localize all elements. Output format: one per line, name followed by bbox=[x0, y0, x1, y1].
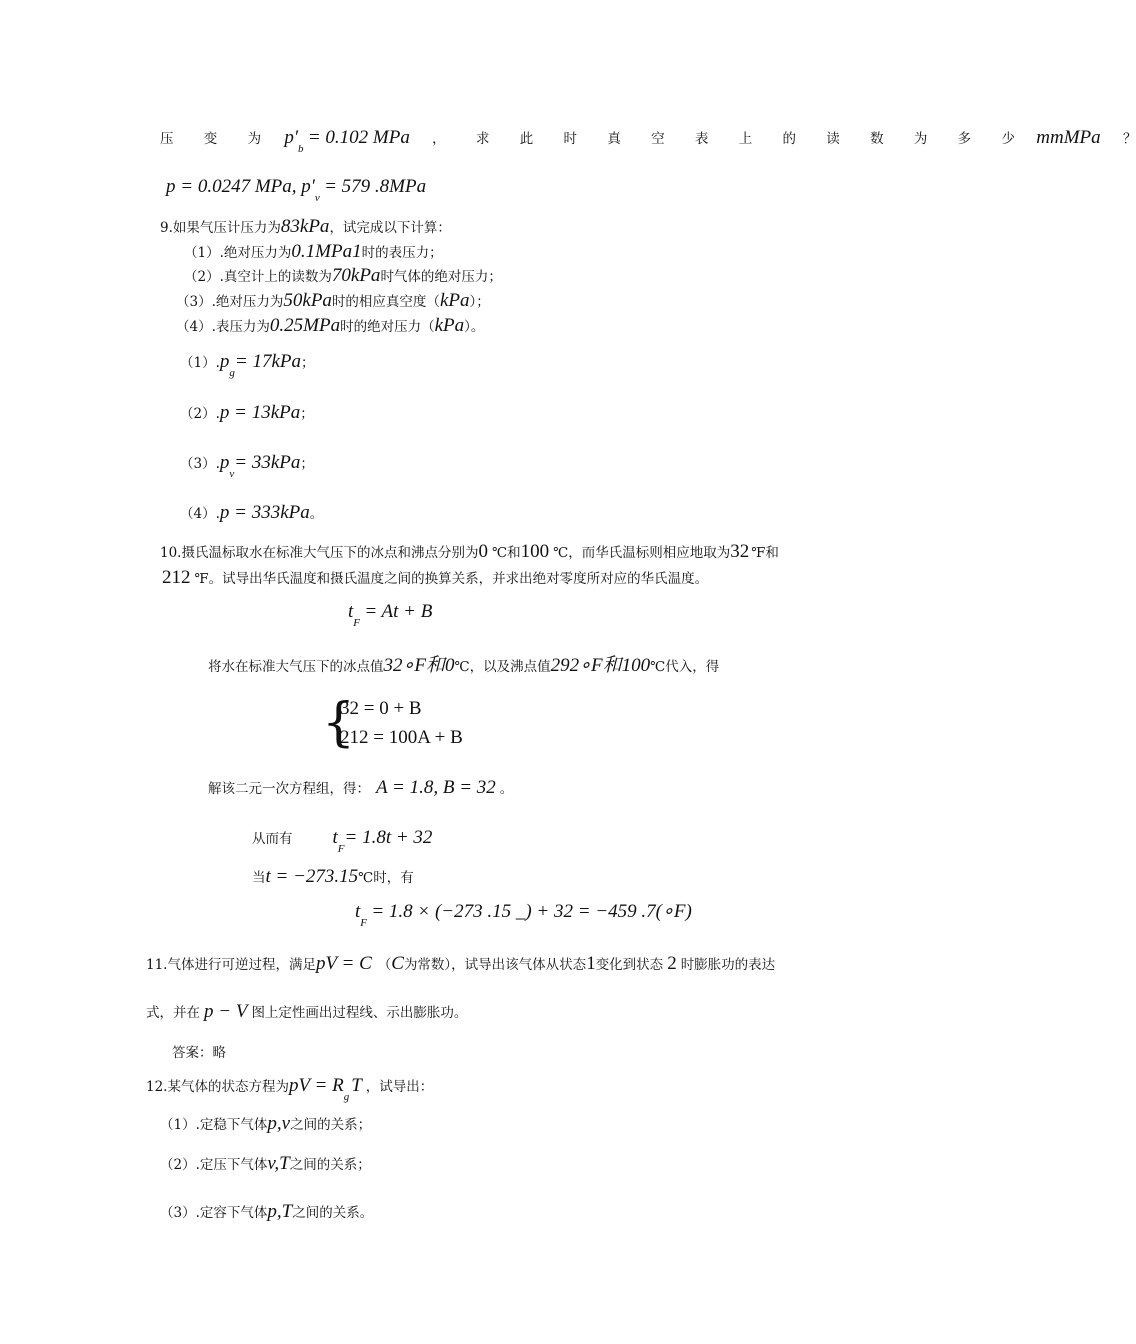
problem-12-item-1: （1）.定稳下气体p,v之间的关系； bbox=[160, 1113, 372, 1134]
problem-9-item-2: （2）.真空计上的读数为70kPa时气体的绝对压力； bbox=[184, 265, 502, 286]
problem-10-statement-line-2: 212 ℉。试导出华氏温度和摄氏温度之间的换算关系，并求出绝对零度所对应的华氏温度。 bbox=[162, 567, 709, 588]
problem-9-answer-2: （2）.p = 13kPa； bbox=[180, 402, 314, 423]
equation-1: 32 = 0 + B bbox=[340, 698, 422, 719]
problem-9-item-4: （4）.表压力为0.25MPa时的绝对压力（kPa）。 bbox=[176, 315, 485, 336]
problem-11-statement-line-2: 式，并在 p − V 图上定性画出过程线、示出膨胀功。 bbox=[146, 1001, 468, 1022]
problem-8-answer: p = 0.0247 MPa, $p'_v = 579$ .8MPa bbox=[166, 176, 427, 204]
zero-condition: 当t = −273.15℃时，有 bbox=[252, 866, 414, 887]
problem-8-text-line: 压 变 为 $p'_b = 0.102$ MPa ， 求 此 时 真 空 表 上 的 读 数 为 多 少 mmMPa ？ bbox=[160, 127, 1136, 155]
problem-9-answer-1: $(1).p_g= 17kPa$； bbox=[180, 351, 315, 379]
problem-11-answer: 答案：略 bbox=[172, 1045, 226, 1061]
problem-9-statement: 9.如果气压计压力为83kPa，试完成以下计算： bbox=[160, 216, 451, 237]
problem-11-statement-line-1: 11.气体进行可逆过程，满足pV = C （C为常数），试导出该气体从状态1变化到状态 2 时膨胀功的表达 bbox=[146, 953, 776, 974]
problem-9-item-1: （1）.绝对压力为0.1MPa1时的表压力； bbox=[184, 241, 443, 262]
problem-9-answer-4: （4）.p = 333kPa。 bbox=[180, 502, 324, 523]
absolute-zero-result: $t_F = 1.8 \times (-273$ .15 _) + 32 = −459 .7(∘F) bbox=[355, 901, 692, 929]
problem-12-statement: 12.某气体的状态方程为pV = $R_gT$ ，试导出： bbox=[146, 1075, 434, 1103]
problem-12-item-2: （2）.定压下气体v,T之间的关系； bbox=[160, 1153, 371, 1174]
conversion-formula: $t_F = At + B$ bbox=[348, 601, 433, 629]
solution-text: 解该二元一次方程组，得： A = 1.8, B = 32 。 bbox=[208, 777, 514, 798]
equation-system-brace: { bbox=[322, 693, 356, 753]
substitution-text: 将水在标准大气压下的冰点值32∘F和0℃，以及沸点值292∘F和100℃代入，得 bbox=[208, 655, 720, 676]
equation-2: 212 = 100A + B bbox=[340, 727, 463, 748]
result-formula: 从而有 $t_F= 1.8t + 32$ bbox=[252, 827, 433, 855]
problem-9-item-3: （3）.绝对压力为50kPa时的相应真空度（kPa）； bbox=[176, 290, 490, 311]
problem-10-statement-line-1: 10.摄氏温标取水在标准大气压下的冰点和沸点分别为0 ℃和100 ℃，而华氏温标则相应地取为32 ℉和 bbox=[160, 541, 779, 562]
problem-12-item-3: （3）.定容下气体p,T之间的关系。 bbox=[160, 1201, 374, 1222]
problem-9-answer-3: $(3).p_v= 33kPa$； bbox=[180, 452, 314, 480]
